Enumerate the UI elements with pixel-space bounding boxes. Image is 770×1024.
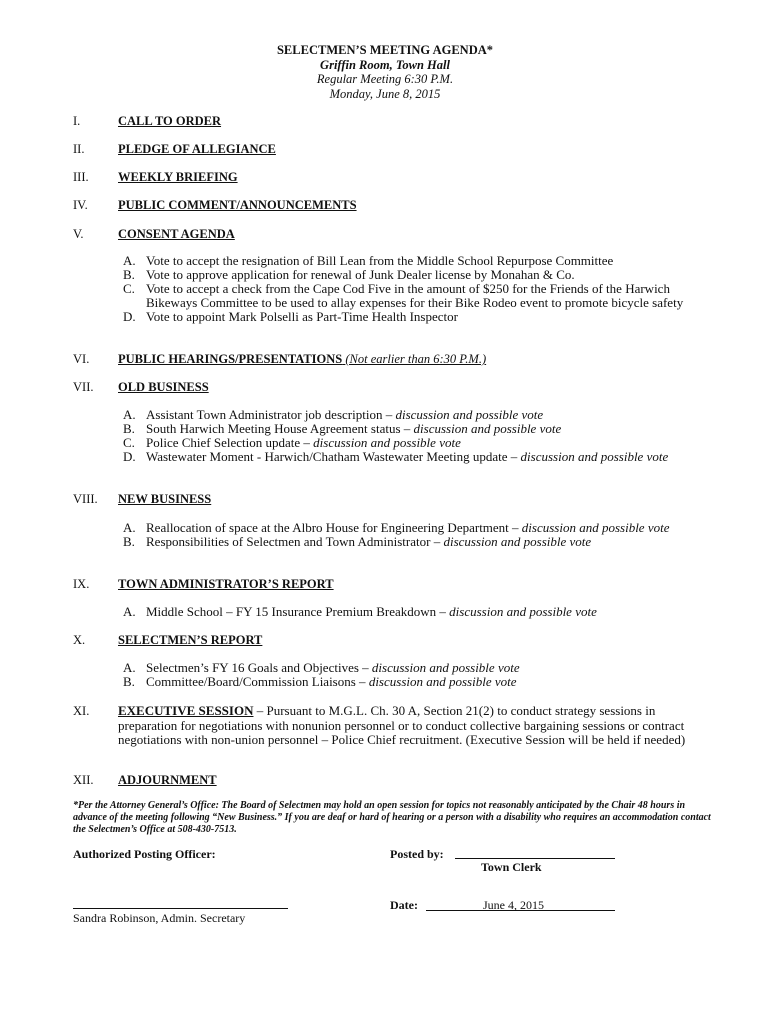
- section-numeral: VI.: [73, 352, 90, 366]
- section-heading: EXECUTIVE SESSION: [118, 703, 254, 718]
- section-numeral: IX.: [73, 577, 90, 591]
- meeting-time: Regular Meeting 6:30 P.M.: [316, 72, 454, 86]
- section-heading: NEW BUSINESS: [118, 492, 212, 506]
- posted-by-label: Posted by:: [390, 847, 444, 861]
- new-business-items: [118, 521, 698, 549]
- town-clerk-label: Town Clerk: [481, 860, 542, 874]
- list-item: [118, 535, 698, 549]
- item-letter: B.: [123, 421, 135, 436]
- section-heading: SELECTMEN’S REPORT: [118, 633, 263, 647]
- item-text: Responsibilities of Selectmen and Town Administrator –: [146, 534, 444, 549]
- section-numeral: V.: [73, 227, 84, 241]
- heading-note: (Not earlier than 6:30 P.M.): [345, 352, 487, 366]
- section-numeral: I.: [73, 114, 81, 128]
- section-heading: ADJOURNMENT: [118, 773, 217, 787]
- item-letter: D.: [123, 449, 136, 464]
- item-letter: B.: [123, 534, 135, 549]
- item-text: Reallocation of space at the Albro House for Engineering Department –: [146, 520, 522, 535]
- list-item: [118, 422, 698, 436]
- section-numeral: II.: [73, 142, 85, 156]
- item-letter: A.: [123, 520, 136, 535]
- town-admin-items: [118, 605, 698, 619]
- old-business-items: [118, 408, 698, 464]
- item-letter: B.: [123, 267, 135, 282]
- item-text: Police Chief Selection update –: [146, 435, 314, 450]
- list-item: [118, 450, 676, 464]
- item-text: South Harwich Meeting House Agreement status –: [146, 421, 414, 436]
- item-text: Assistant Town Administrator job description –: [146, 407, 396, 422]
- authorized-posting-label: Authorized Posting Officer:: [73, 847, 216, 861]
- item-text: Vote to appoint Mark Polselli as Part-Time Health Inspector: [146, 309, 458, 324]
- item-text: Middle School – FY 15 Insurance Premium Breakdown –: [146, 604, 450, 619]
- attorney-general-footnote: *Per the Attorney General’s Office: The Board of Selectmen may hold an open session for topics not reasonably anticipated by the Chair 48 hours in advance of the meeting following “New Business.” If you are deaf or hard of hearing or a person with a disability who requires an accommodation contact the Selectmen’s Office at 508-430-7513.: [73, 800, 711, 835]
- consent-agenda-items: [118, 254, 698, 324]
- list-item: [118, 661, 698, 675]
- item-text: Wastewater Moment - Harwich/Chatham Wastewater Meeting update –: [146, 449, 521, 464]
- list-item: [118, 282, 686, 310]
- executive-session-text: [118, 704, 698, 748]
- section-heading: CALL TO ORDER: [118, 114, 222, 128]
- executive-session-body: – Pursuant to M.G.L. Ch. 30 A, Section 21(2) to conduct strategy sessions in preparation for negotiations with nonunion personnel or to conduct collective bargaining sessions or contract negotiations with non-union personnel – Police Chief recruitment. (Executive Session will be held if needed): [118, 703, 686, 747]
- item-text: Vote to approve application for renewal of Junk Dealer license by Monahan & Co.: [146, 267, 575, 282]
- list-item: [118, 521, 676, 535]
- item-action: discussion and possible vote: [413, 421, 562, 436]
- list-item: [118, 408, 698, 422]
- officer-signature-line: [73, 908, 288, 909]
- item-letter: A.: [123, 253, 136, 268]
- list-item: [118, 605, 698, 619]
- item-letter: A.: [123, 604, 136, 619]
- item-letter: A.: [123, 660, 136, 675]
- list-item: [118, 436, 698, 450]
- section-numeral: X.: [73, 633, 86, 647]
- date-label: Date:: [390, 898, 418, 912]
- item-letter: A.: [123, 407, 136, 422]
- section-numeral: XII.: [73, 773, 94, 787]
- item-letter: C.: [123, 281, 135, 296]
- meeting-date: Monday, June 8, 2015: [329, 86, 441, 101]
- item-action: discussion and possible vote: [520, 449, 669, 464]
- section-heading: PUBLIC COMMENT/ANNOUNCEMENTS: [118, 198, 357, 212]
- section-heading: [118, 352, 486, 366]
- item-action: discussion and possible vote: [371, 660, 520, 675]
- section-numeral: IV.: [73, 198, 88, 212]
- section-numeral: VII.: [73, 380, 94, 394]
- officer-name: Sandra Robinson, Admin. Secretary: [73, 911, 246, 925]
- section-numeral: XI.: [73, 704, 90, 718]
- item-letter: D.: [123, 309, 136, 324]
- item-action: discussion and possible vote: [313, 435, 461, 450]
- item-action: discussion and possible vote: [449, 604, 597, 619]
- selectmen-report-items: [118, 661, 698, 689]
- section-heading: CONSENT AGENDA: [118, 227, 235, 241]
- section-heading: OLD BUSINESS: [118, 380, 209, 394]
- item-letter: C.: [123, 435, 135, 450]
- item-text: Selectmen’s FY 16 Goals and Objectives –: [146, 660, 372, 675]
- item-text: Vote to accept a check from the Cape Cod Five in the amount of $250 for the Friends of the Harwich Bikeways Committee to be used to allay expenses for their Bike Rodeo event to promote bicycle safety: [146, 281, 684, 310]
- posted-by-signature-line: [455, 858, 615, 859]
- section-numeral: VIII.: [73, 492, 98, 506]
- item-action: discussion and possible vote: [443, 534, 592, 549]
- section-heading: WEEKLY BRIEFING: [118, 170, 238, 184]
- agenda-title: SELECTMEN’S MEETING AGENDA*: [276, 43, 493, 57]
- section-heading: PLEDGE OF ALLEGIANCE: [118, 142, 276, 156]
- list-item: [118, 675, 698, 689]
- list-item: [118, 268, 698, 282]
- item-letter: B.: [123, 674, 135, 689]
- item-text: Vote to accept the resignation of Bill Lean from the Middle School Repurpose Committee: [146, 253, 614, 268]
- item-text: Committee/Board/Commission Liaisons –: [146, 674, 369, 689]
- item-action: discussion and possible vote: [395, 407, 544, 422]
- section-numeral: III.: [73, 170, 89, 184]
- item-action: discussion and possible vote: [368, 674, 517, 689]
- agenda-header: [0, 43, 770, 101]
- list-item: [118, 310, 698, 324]
- heading-text: PUBLIC HEARINGS/PRESENTATIONS: [118, 352, 343, 366]
- meeting-location: Griffin Room, Town Hall: [320, 57, 450, 72]
- item-action: discussion and possible vote: [521, 520, 670, 535]
- posted-date-value: June 4, 2015: [483, 898, 544, 912]
- section-heading: TOWN ADMINISTRATOR’S REPORT: [118, 577, 334, 591]
- list-item: [118, 254, 698, 268]
